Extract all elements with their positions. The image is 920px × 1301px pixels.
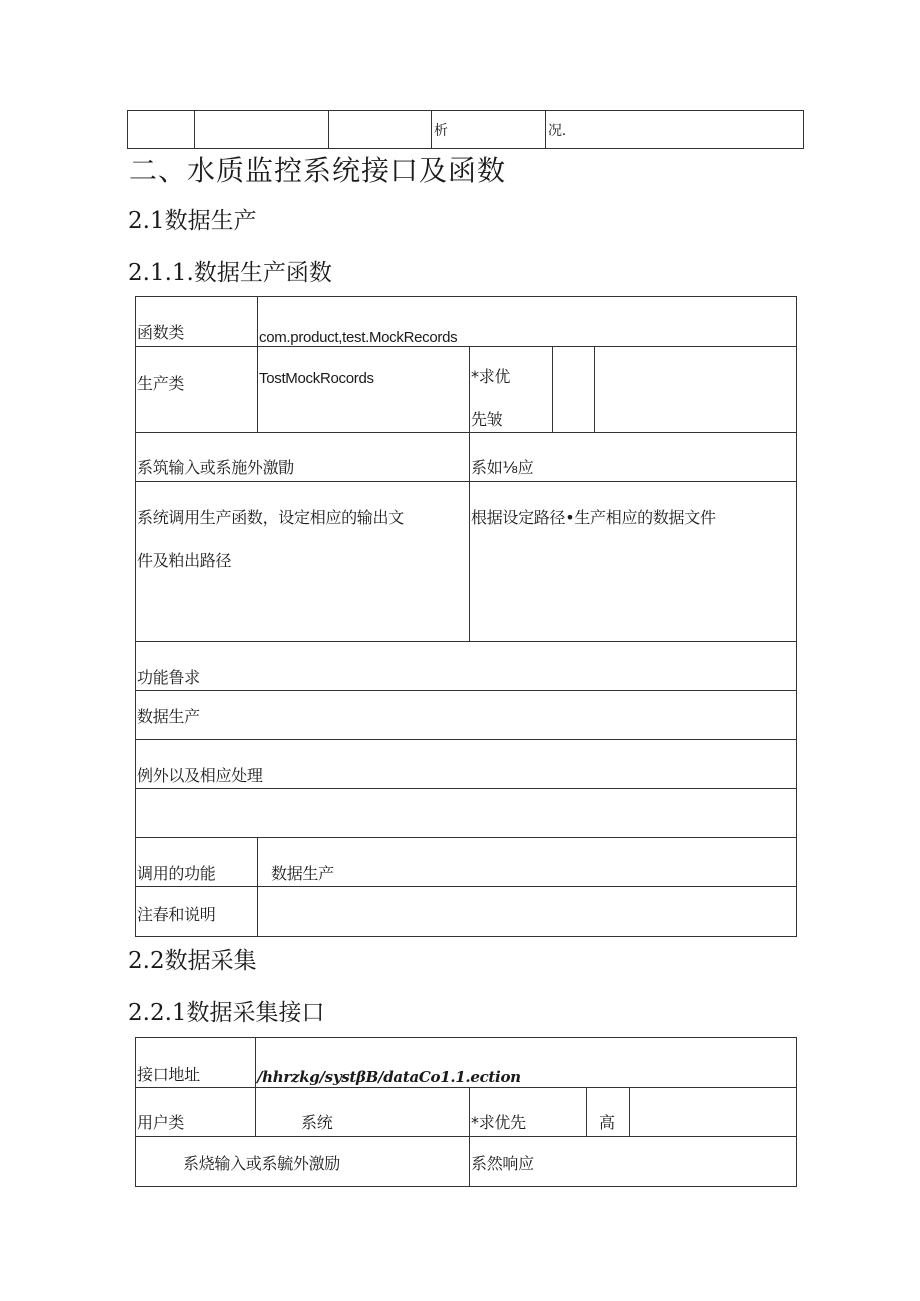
sys-input-desc-line1: 系统调用生产函数，设定相应的输出文 (137, 508, 404, 527)
sys-input-label: 系筑输入或系施外激勖 (137, 458, 295, 477)
priority-value: 高 (599, 1113, 615, 1132)
priority-label-line2: 先皱 (471, 410, 503, 429)
called-func-value: 数据生产 (271, 864, 334, 883)
called-func-label: 调用的功能 (137, 864, 216, 883)
sys-response-label: 系如⅛应 (471, 458, 534, 477)
interface-addr-value: /hhrzkg/systβB/dataCo1.1.ection (257, 1068, 521, 1086)
heading-2-1: 2.1数据生产 (128, 208, 257, 234)
user-class-label: 用户类 (137, 1113, 185, 1132)
sys-response-desc: 根据设定路径•生产相应的数据文件 (471, 508, 716, 527)
exceptions-label: 例外以及相应处理 (137, 766, 263, 785)
top-table-cell-analysis: 析 (434, 123, 448, 139)
func-req-label: 功能鲁求 (137, 668, 200, 687)
func-req-value: 数据生产 (137, 707, 200, 726)
heading-2-2-1: 2.2.1数据采集接口 (128, 1000, 325, 1026)
priority-label-line1: *求优 (471, 367, 511, 386)
top-table-cell-situation: 况. (548, 123, 566, 139)
notes-label: 注春和说明 (137, 905, 216, 924)
sys-input-desc-line2: 件及粕出路径 (137, 551, 232, 570)
func-class-value: com.product,test.MockRecords (259, 329, 458, 346)
section-heading: 二、水质监控系统接口及函数 (129, 154, 507, 187)
prod-class-value: TostMockRocords (259, 370, 374, 387)
sys-input-label: 系烧输入或系毓外激励 (183, 1154, 341, 1173)
interface-addr-label: 接口地址 (137, 1065, 200, 1084)
heading-2-1-1: 2.1.1.数据生产函数 (128, 260, 332, 286)
sys-response-label: 系然响应 (471, 1154, 534, 1173)
heading-2-2: 2.2数据采集 (128, 948, 257, 974)
func-class-label: 函数类 (137, 323, 185, 342)
user-class-value: 系统 (301, 1113, 333, 1132)
prod-class-label: 生产类 (137, 374, 185, 393)
priority-label: *求优先 (471, 1113, 526, 1132)
